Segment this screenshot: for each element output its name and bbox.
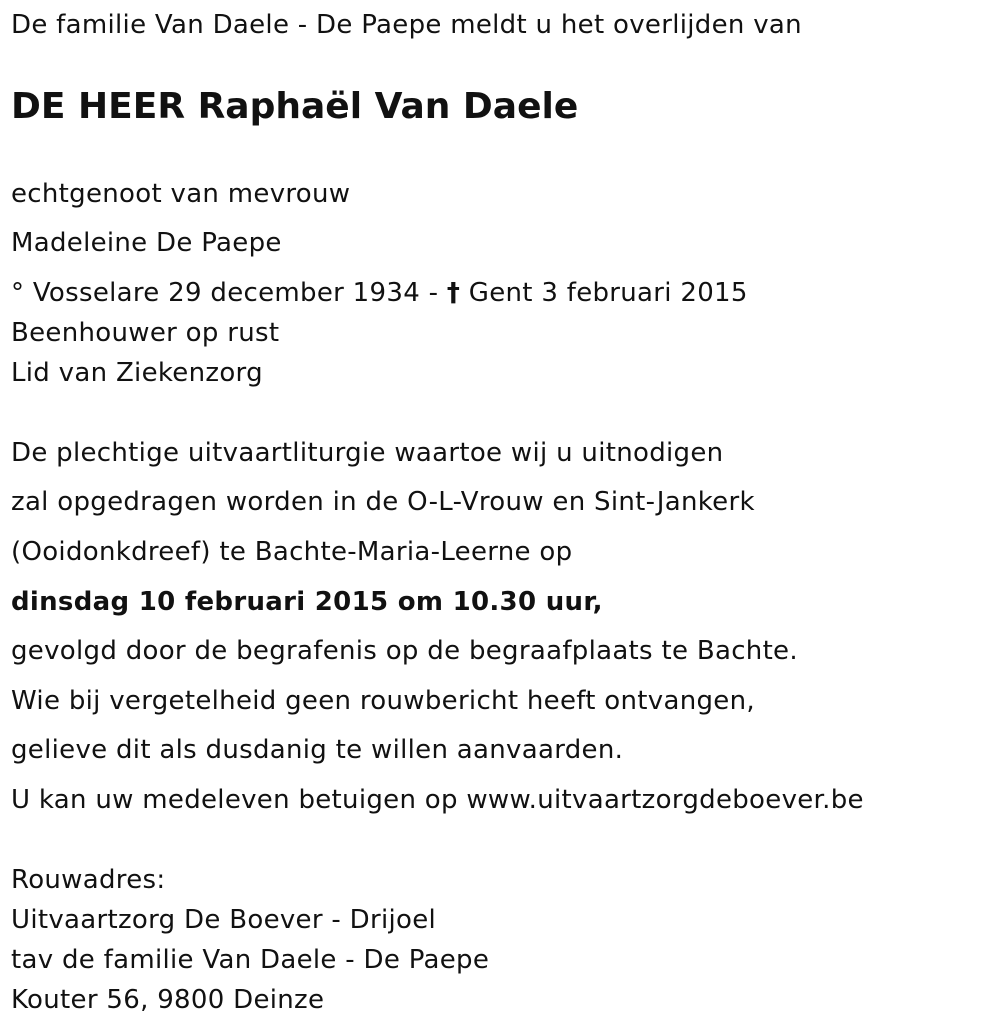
ceremony-line-1: De plechtige uitvaartliturgie waartoe wij u uitnodigen	[11, 438, 724, 468]
ceremony-datetime: dinsdag 10 februari 2015 om 10.30 uur,	[11, 587, 603, 617]
ceremony-after-line-2: Wie bij vergetelheid geen rouwbericht heeft ontvangen,	[11, 686, 755, 716]
birth-death-line	[11, 278, 748, 308]
cross-icon: †	[446, 278, 461, 308]
ceremony-line-2: zal opgedragen worden in de O-L-Vrouw en Sint-Jankerk	[11, 487, 755, 517]
intro-text: De familie Van Daele - De Paepe meldt u het overlijden van	[11, 10, 802, 40]
membership-text: Lid van Ziekenzorg	[11, 358, 263, 388]
condolence-website-line: U kan uw medeleven betuigen op www.uitvaartzorgdeboever.be	[11, 785, 864, 815]
address-line-1: Uitvaartzorg De Boever - Drijoel	[11, 905, 437, 935]
deceased-name-title: DE HEER Raphaël Van Daele	[11, 86, 579, 127]
ceremony-after-line-3: gelieve dit als dusdanig te willen aanvaarden.	[11, 735, 624, 765]
birth-text: ° Vosselare 29 december 1934 -	[11, 278, 447, 308]
address-line-2: tav de familie Van Daele - De Paepe	[11, 945, 490, 975]
occupation-text: Beenhouwer op rust	[11, 318, 280, 348]
address-line-3: Kouter 56, 9800 Deinze	[11, 985, 325, 1015]
spouse-name: Madeleine De Paepe	[11, 228, 282, 258]
ceremony-line-3: (Ooidonkdreef) te Bachte-Maria-Leerne op	[11, 537, 573, 567]
address-label: Rouwadres:	[11, 865, 166, 895]
ceremony-after-line-1: gevolgd door de begrafenis op de begraafplaats te Bachte.	[11, 636, 798, 666]
spouse-label: echtgenoot van mevrouw	[11, 179, 351, 209]
death-text: Gent 3 februari 2015	[460, 278, 748, 308]
